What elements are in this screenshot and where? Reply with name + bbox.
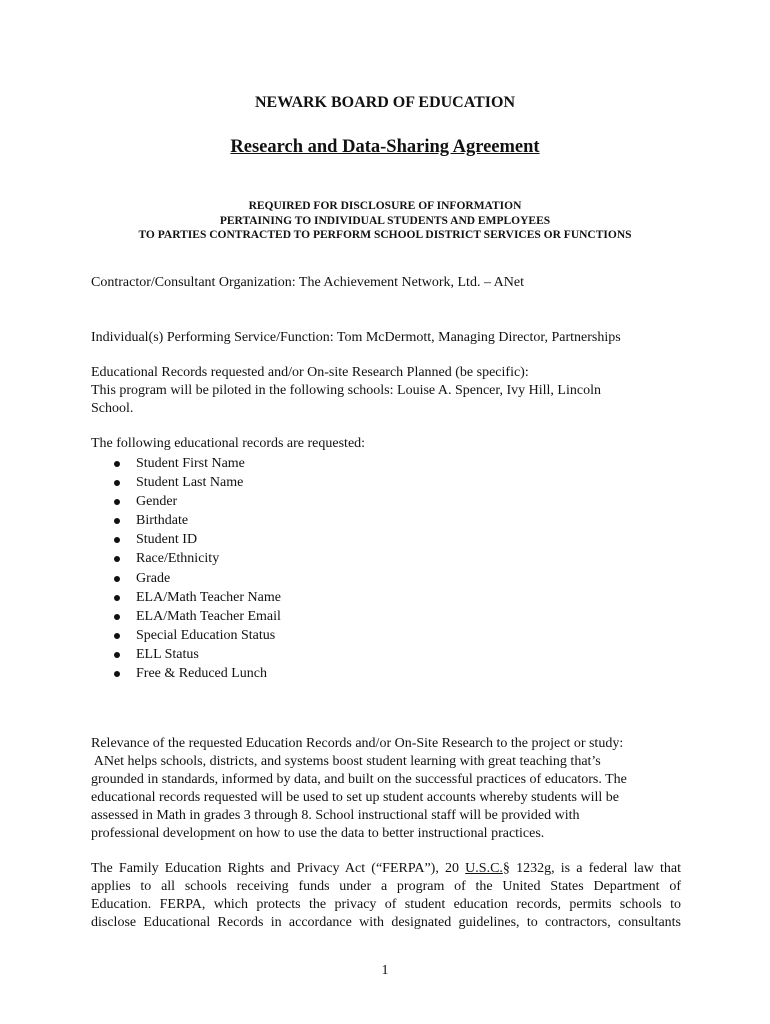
individuals-performing: Individual(s) Performing Service/Function: Tom McDermott, Managing Director, Partnerships <box>91 330 621 345</box>
page-number: 1 <box>381 963 389 978</box>
relevance-block <box>91 735 691 843</box>
ferpa-line: disclose Educational Records in accordance with designated guidelines, to contractors, consultants <box>91 915 681 930</box>
bullet-icon <box>114 556 120 562</box>
list-item <box>112 549 281 568</box>
ferpa-line <box>91 860 681 878</box>
relevance-line: educational records requested will be used to set up student accounts whereby students will be <box>91 790 619 805</box>
required-line-1: REQUIRED FOR DISCLOSURE OF INFORMATION <box>248 200 522 212</box>
records-requested-line: Educational Records requested and/or On-site Research Planned (be specific): <box>91 365 529 380</box>
list-item-label: ELA/Math Teacher Email <box>136 608 281 624</box>
bullet-icon <box>114 595 120 601</box>
bullet-icon <box>114 537 120 543</box>
ferpa-paragraph <box>91 860 681 932</box>
list-item <box>112 454 281 473</box>
relevance-line: assessed in Math in grades 3 through 8. School instructional staff will be provided with <box>91 808 580 823</box>
list-item <box>112 588 281 607</box>
relevance-line: professional development on how to use the data to better instructional practices. <box>91 826 545 841</box>
list-item-label: Student Last Name <box>136 475 244 491</box>
list-item <box>112 569 281 588</box>
ferpa-text: The Family Education Rights and Privacy Act (“FERPA”), 20 <box>91 861 466 876</box>
list-item-label: Special Education Status <box>136 627 276 643</box>
records-requested-block <box>91 364 691 418</box>
list-item-label: Student First Name <box>136 456 245 471</box>
list-item <box>112 530 281 549</box>
relevance-line: grounded in standards, informed by data, and built on the successful practices of educators. The <box>91 772 627 787</box>
relevance-line: Relevance of the requested Education Records and/or On-Site Research to the project or study: <box>91 736 624 751</box>
bullet-icon <box>114 480 120 486</box>
required-line-3: TO PARTIES CONTRACTED TO PERFORM SCHOOL DISTRICT SERVICES OR FUNCTIONS <box>138 229 632 241</box>
bullet-icon <box>114 652 120 658</box>
bullet-icon <box>114 499 120 505</box>
bullet-icon <box>114 518 120 524</box>
list-item-label: Grade <box>136 570 171 586</box>
list-item-label: Birthdate <box>136 513 189 529</box>
records-requested-line: This program will be piloted in the following schools: Louise A. Spencer, Ivy Hill, Lincoln <box>91 383 601 398</box>
list-item <box>112 664 281 683</box>
list-item-label: Race/Ethnicity <box>136 551 220 567</box>
list-item <box>112 492 281 511</box>
list-item <box>112 626 281 645</box>
organization-heading: NEWARK BOARD OF EDUCATION <box>254 94 515 111</box>
usc-link[interactable]: U.S.C. <box>465 861 503 876</box>
relevance-line: ANet helps schools, districts, and systems boost student learning with great teaching that’s <box>91 754 601 769</box>
list-item-label: ELA/Math Teacher Name <box>136 589 281 605</box>
bullet-icon <box>114 461 120 467</box>
bullet-icon <box>114 576 120 582</box>
bullet-icon <box>114 633 120 639</box>
ferpa-line: Education. FERPA, which protects the privacy of student education records, permits schools to <box>91 897 681 912</box>
records-list <box>112 454 281 683</box>
agreement-title: Research and Data-Sharing Agreement <box>230 137 540 157</box>
ferpa-line: applies to all schools receiving funds under a program of the United States Department of <box>91 879 681 894</box>
contractor-organization: Contractor/Consultant Organization: The Achievement Network, Ltd. – ANet <box>91 275 525 290</box>
list-item <box>112 645 281 664</box>
bullet-icon <box>114 671 120 677</box>
bullet-icon <box>114 614 120 620</box>
required-line-2: PERTAINING TO INDIVIDUAL STUDENTS AND EMPLOYEES <box>219 214 551 227</box>
list-item <box>112 511 281 530</box>
list-item <box>112 607 281 626</box>
list-item-label: Gender <box>136 494 178 510</box>
list-item-label: Free & Reduced Lunch <box>136 666 268 682</box>
records-requested-line: School. <box>91 401 134 416</box>
list-item <box>112 473 281 492</box>
list-item-label: ELL Status <box>136 646 199 662</box>
records-intro: The following educational records are requested: <box>91 436 366 451</box>
ferpa-text: § 1232g, is a federal law that <box>502 861 681 876</box>
list-item-label: Student ID <box>136 532 198 548</box>
